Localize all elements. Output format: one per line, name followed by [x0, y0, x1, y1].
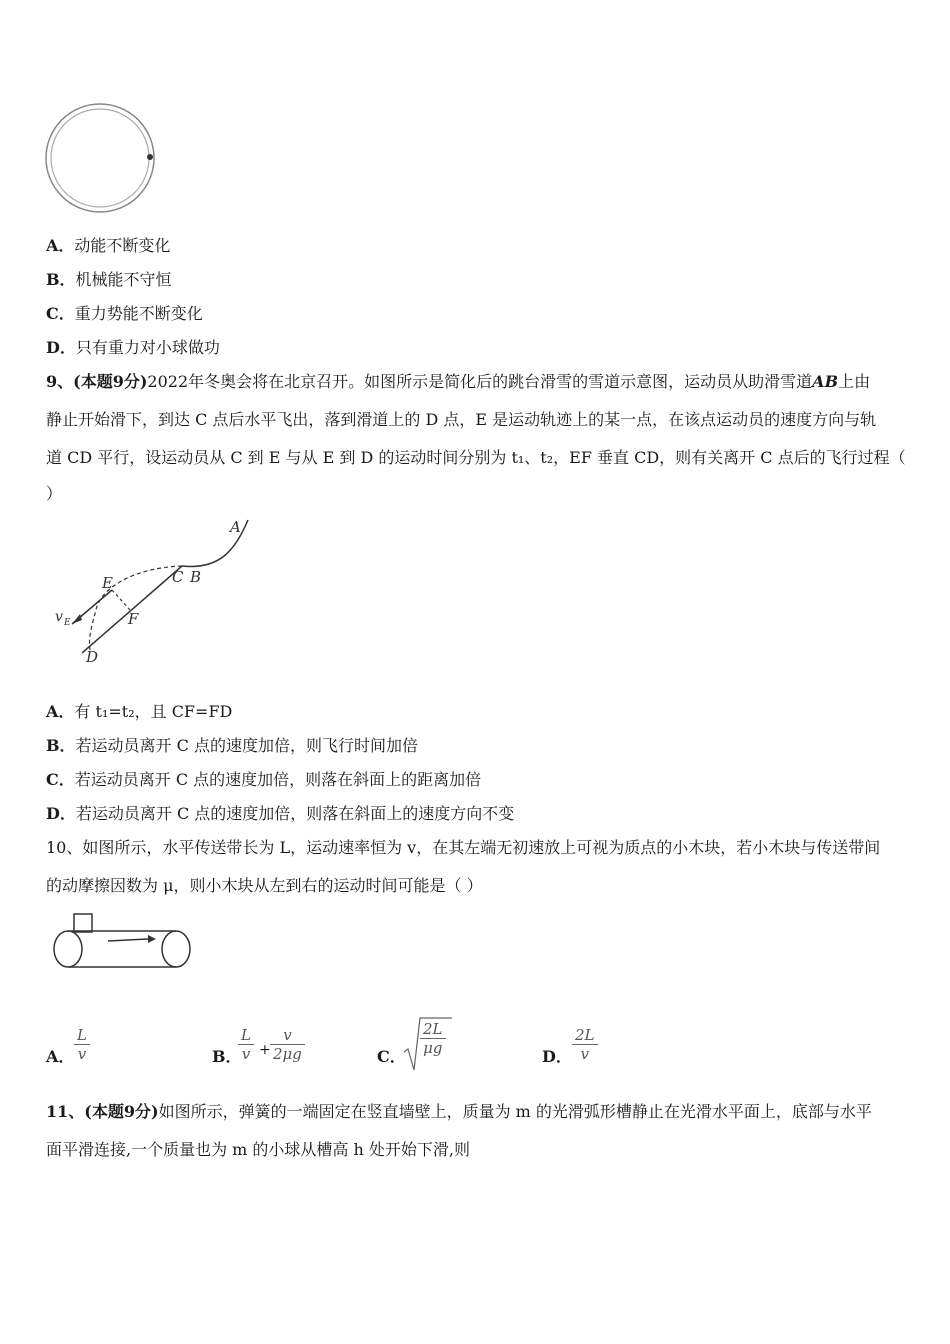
label-d: D: [86, 648, 99, 666]
q10-option-b-plus: +: [259, 1042, 271, 1058]
q10-option-a-fraction: $\frac{L}{v}$: [74, 1026, 90, 1063]
label-e: E: [102, 574, 113, 592]
q11-stem-line-1: 11、(本题9分)如图所示，弹簧的一端固定在竖直墙壁上，质量为 m 的光滑弧形槽静止在光滑水平面上，底部与水平: [46, 1102, 872, 1121]
q10-option-b-fraction-2: $\frac{v}{2\mu g}$: [270, 1026, 305, 1063]
label-v-sub: E: [64, 618, 71, 628]
q10-stem-line-2: 的动摩擦因数为 μ，则小木块从左到右的运动时间可能是（ ）: [46, 876, 483, 895]
q10-option-d-fraction: $\frac{2L}{v}$: [572, 1026, 598, 1063]
q10-option-c: C．: [377, 1047, 406, 1066]
q9-stem-line-3: 道 CD 平行，设运动员从 C 到 E 与从 E 到 D 的运动时间分别为 t₁、t₂，EF 垂直 CD，则有关离开 C 点后的飞行过程（: [46, 448, 906, 467]
label-a: A: [230, 518, 241, 536]
q9-stem-line-2: 静止开始滑下，到达 C 点后水平飞出，落到滑道上的 D 点，E 是运动轨迹上的某一点，在该点运动员的速度方向与轨: [46, 410, 877, 429]
q8-option-d: D．只有重力对小球做功: [46, 338, 220, 357]
label-b: B: [190, 568, 202, 586]
q8-option-a: A．动能不断变化: [46, 236, 171, 255]
q8-option-c: C．重力势能不断变化: [46, 304, 203, 323]
q10-option-c-fraction: $\frac{2L}{\mu g}$: [420, 1020, 446, 1057]
label-f: F: [128, 610, 139, 628]
q10-option-a: A．: [46, 1047, 75, 1066]
label-c: C: [172, 568, 184, 586]
q9-option-c: C．若运动员离开 C 点的速度加倍，则落在斜面上的距离加倍: [46, 770, 482, 789]
q9-stem-line-4: ）: [46, 484, 63, 503]
q9-option-b: B．若运动员离开 C 点的速度加倍，则飞行时间加倍: [46, 736, 418, 755]
q9-option-d: D．若运动员离开 C 点的速度加倍，则落在斜面上的速度方向不变: [46, 804, 515, 823]
q10-option-b: B．: [212, 1047, 242, 1066]
q10-option-d: D．: [542, 1047, 572, 1066]
q9-stem-line-1: 9、(本题9分)2022年冬奥会将在北京召开。如图所示是简化后的跳台滑雪的雪道示意图，运动员从助滑雪道AB上由: [46, 372, 871, 391]
q8-option-b: B．机械能不守恒: [46, 270, 172, 289]
q10-option-b-fraction-1: $\frac{L}{v}$: [238, 1026, 254, 1063]
q10-stem-line-1: 10、如图所示，水平传送带长为 L，运动速率恒为 v，在其左端无初速放上可视为质点的小木块，若小木块与传送带间: [46, 838, 881, 857]
q9-option-a: A．有 t₁=t₂，且 CF=FD: [46, 702, 233, 721]
q11-stem-line-2: 面平滑连接,一个质量也为 m 的小球从槽高 h 处开始下滑,则: [46, 1140, 470, 1159]
label-v: v: [55, 609, 63, 625]
